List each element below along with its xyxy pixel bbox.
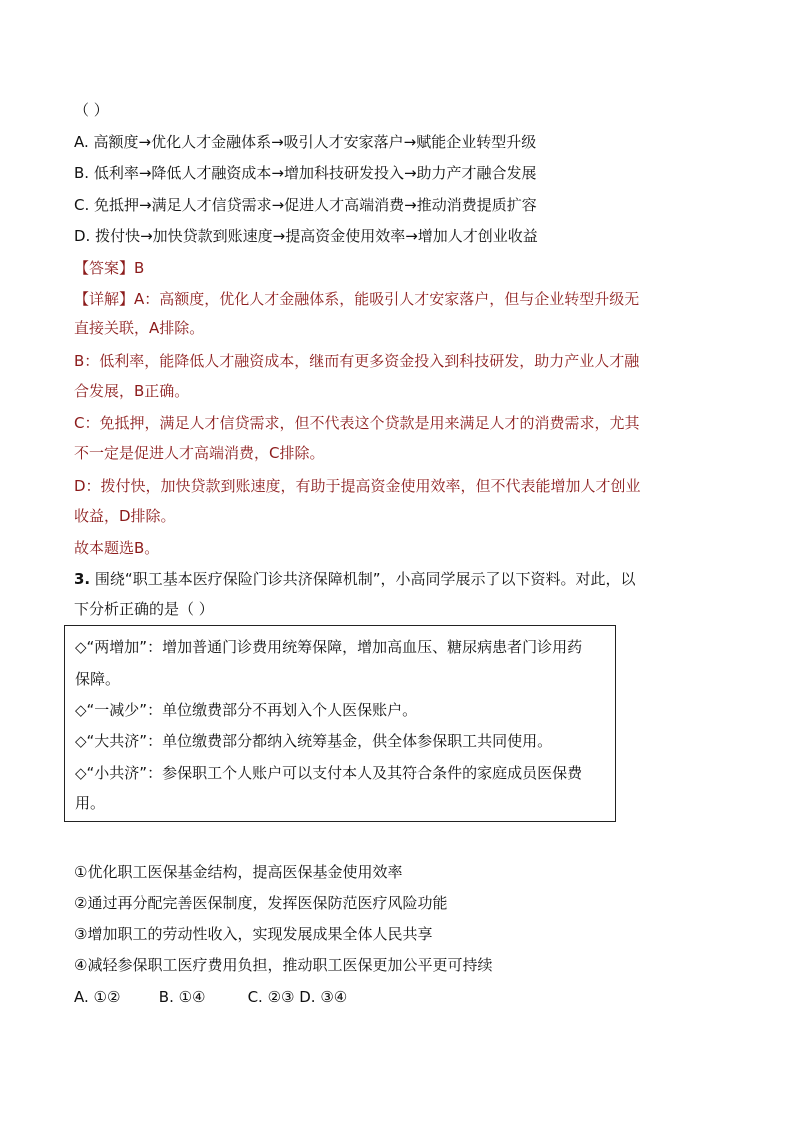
material-line: ◇“两增加”：增加普通门诊费用统筹保障，增加高血压、糖尿病患者门诊用药 — [75, 638, 583, 656]
question-stem-text: 围绕“职工基本医疗保险门诊共济保障机制”，小高同学展示了以下资料。对此，以 — [94, 570, 636, 588]
material-line: 保障。 — [75, 670, 121, 688]
question-paren: （ ） — [74, 101, 109, 119]
choice-c: C. ②③ — [247, 988, 295, 1006]
detail-line: 【详解】A：高额度，优化人才金融体系，能吸引人才安家落户，但与企业转型升级无 — [74, 290, 640, 308]
choice-a: A. ①② — [74, 988, 121, 1006]
material-box — [64, 625, 616, 822]
detail-line: B：低利率，能降低人才融资成本，继而有更多资金投入到科技研发，助力产业人才融 — [74, 352, 640, 370]
material-line: 用。 — [75, 794, 106, 812]
material-line: ◇“小共济”：参保职工个人账户可以支付本人及其符合条件的家庭成员医保费 — [75, 764, 583, 782]
question-3-stem-cont: 下分析正确的是（ ） — [74, 600, 214, 618]
detail-line: D：拨付快，加快贷款到账速度，有助于提高资金使用效率，但不代表能增加人才创业 — [74, 477, 641, 495]
material-line: ◇“一减少”：单位缴费部分不再划入个人医保账户。 — [75, 701, 418, 719]
option-a: A. 高额度→优化人才金融体系→吸引人才安家落户→赋能企业转型升级 — [74, 133, 537, 151]
detail-line: 直接关联，A排除。 — [74, 319, 205, 337]
option-d: D. 拨付快→加快贷款到账速度→提高资金使用效率→增加人才创业收益 — [74, 227, 538, 245]
question-3-stem — [74, 569, 684, 589]
question-number: 3. — [74, 570, 91, 588]
option-c: C. 免抵押→满足人才信贷需求→促进人才高端消费→推动消费提质扩容 — [74, 196, 537, 214]
statement-4: ④减轻参保职工医疗费用负担，推动职工医保更加公平更可持续 — [74, 956, 493, 974]
detail-line: 合发展，B正确。 — [74, 382, 190, 400]
statement-3: ③增加职工的劳动性收入，实现发展成果全体人民共享 — [74, 925, 433, 943]
conclusion: 故本题选B。 — [74, 539, 160, 557]
statement-2: ②通过再分配完善医保制度，发挥医保防范医疗风险功能 — [74, 894, 448, 912]
statement-1: ①优化职工医保基金结构，提高医保基金使用效率 — [74, 863, 403, 881]
option-b: B. 低利率→降低人才融资成本→增加科技研发投入→助力产才融合发展 — [74, 164, 537, 182]
answer-choices — [74, 987, 684, 1007]
detail-line: 收益，D排除。 — [74, 507, 176, 525]
choice-d: D. ③④ — [299, 988, 348, 1006]
material-line: ◇“大共济”：单位缴费部分都纳入统筹基金，供全体参保职工共同使用。 — [75, 732, 553, 750]
choice-b: B. ①④ — [158, 988, 206, 1006]
detail-line: C：免抵押，满足人才信贷需求，但不代表这个贷款是用来满足人才的消费需求，尤其 — [74, 414, 640, 432]
answer-label: 【答案】B — [74, 259, 145, 277]
detail-line: 不一定是促进人才高端消费，C排除。 — [74, 444, 325, 462]
